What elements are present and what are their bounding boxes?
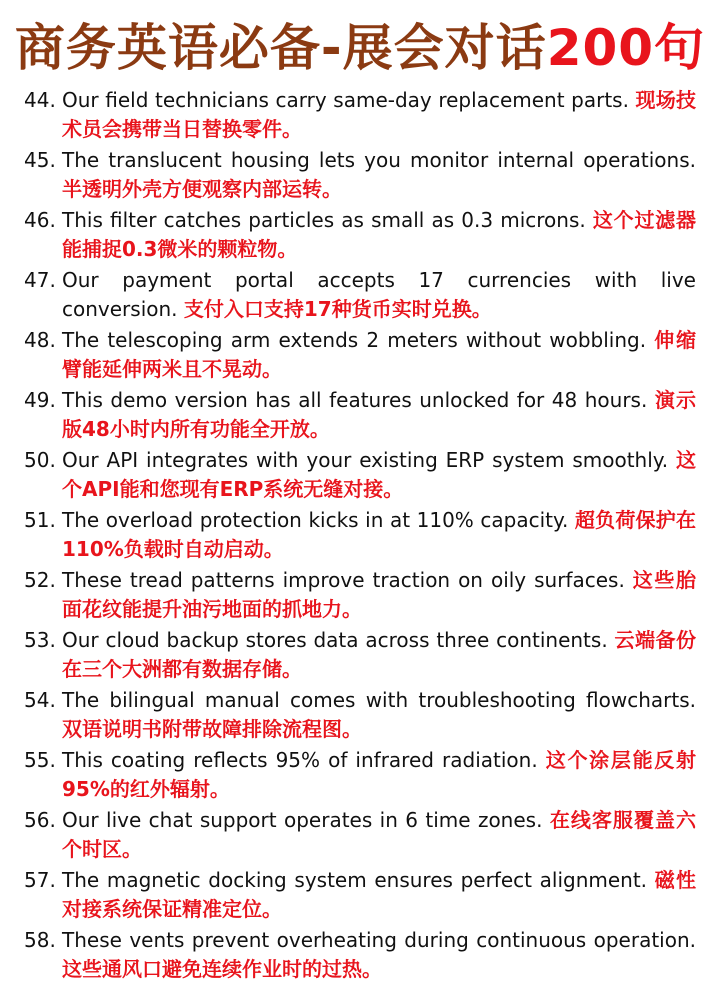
english-sentence: Our field technicians carry same-day replacement parts. (62, 88, 629, 112)
list-item (24, 326, 696, 384)
english-sentence: This coating reflects 95% of infrared radiation. (62, 748, 538, 772)
chinese-translation: 演示版48小时内所有功能全开放。 (62, 388, 697, 441)
item-number: 46. (24, 208, 56, 232)
chinese-translation: 这个API能和您现有ERP系统无缝对接。 (62, 448, 696, 501)
phrase-list (24, 86, 696, 986)
item-number: 55. (24, 748, 56, 772)
list-item (24, 266, 696, 324)
item-number: 57. (24, 868, 56, 892)
item-text (62, 626, 696, 684)
item-text (62, 206, 696, 264)
english-sentence: This demo version has all features unlocked for 48 hours. (62, 388, 648, 412)
item-number: 45. (24, 148, 56, 172)
list-item (24, 626, 696, 684)
list-item (24, 566, 696, 624)
page-title-accent: 200句 (546, 19, 706, 77)
item-text (62, 746, 696, 804)
list-item (24, 146, 696, 204)
item-number: 53. (24, 628, 56, 652)
chinese-translation: 磁性对接系统保证精准定位。 (62, 868, 696, 921)
list-item (24, 866, 696, 924)
english-sentence: This filter catches particles as small as 0.3 microns. (62, 208, 586, 232)
item-text (62, 806, 696, 864)
item-number: 50. (24, 448, 56, 472)
item-number: 58. (24, 928, 56, 952)
english-sentence: Our payment portal accepts 17 currencies with live conversion. (62, 268, 696, 321)
list-item (24, 86, 696, 144)
list-item (24, 926, 696, 984)
page-title-main: 商务英语必备-展会对话 (14, 19, 547, 77)
list-item (24, 206, 696, 264)
english-sentence: The telescoping arm extends 2 meters without wobbling. (62, 328, 647, 352)
item-number: 51. (24, 508, 56, 532)
list-item (24, 806, 696, 864)
item-number: 44. (24, 88, 56, 112)
item-text (62, 566, 696, 624)
item-text (62, 266, 696, 324)
english-sentence: Our live chat support operates in 6 time zones. (62, 808, 543, 832)
chinese-translation: 双语说明书附带故障排除流程图。 (62, 717, 362, 741)
item-number: 52. (24, 568, 56, 592)
list-item (24, 686, 696, 744)
item-text (62, 926, 696, 984)
english-sentence: Our cloud backup stores data across three continents. (62, 628, 608, 652)
chinese-translation: 这些通风口避免连续作业时的过热。 (62, 957, 382, 981)
item-text (62, 86, 696, 144)
item-number: 54. (24, 688, 56, 712)
list-item (24, 386, 696, 444)
chinese-translation: 这个涂层能反射95%的红外辐射。 (62, 748, 697, 801)
chinese-translation: 伸缩臂能延伸两米且不晃动。 (62, 328, 696, 381)
chinese-translation: 这些胎面花纹能提升油污地面的抓地力。 (62, 568, 697, 621)
item-text (62, 146, 696, 204)
chinese-translation: 这个过滤器能捕捉0.3微米的颗粒物。 (62, 208, 697, 261)
english-sentence: The bilingual manual comes with troubleshooting flowcharts. (62, 688, 696, 712)
english-sentence: Our API integrates with your existing ERP system smoothly. (62, 448, 669, 472)
chinese-translation: 现场技术员会携带当日替换零件。 (62, 88, 696, 141)
english-sentence: The magnetic docking system ensures perfect alignment. (62, 868, 648, 892)
item-text (62, 386, 696, 444)
item-text (62, 866, 696, 924)
item-text (62, 326, 696, 384)
list-item (24, 446, 696, 504)
item-number: 48. (24, 328, 56, 352)
english-sentence: The translucent housing lets you monitor internal operations. (62, 148, 696, 172)
item-text (62, 506, 696, 564)
chinese-translation: 超负荷保护在110%负载时自动启动。 (62, 508, 696, 561)
list-item (24, 746, 696, 804)
english-sentence: These tread patterns improve traction on oily surfaces. (62, 568, 625, 592)
chinese-translation: 云端备份在三个大洲都有数据存储。 (62, 628, 697, 681)
english-sentence: These vents prevent overheating during continuous operation. (62, 928, 696, 952)
chinese-translation: 在线客服覆盖六个时区。 (62, 808, 697, 861)
list-item (24, 506, 696, 564)
item-number: 49. (24, 388, 56, 412)
chinese-translation: 支付入口支持17种货币实时兑换。 (183, 297, 492, 321)
item-text (62, 686, 696, 744)
item-number: 47. (24, 268, 56, 292)
item-number: 56. (24, 808, 56, 832)
english-sentence: The overload protection kicks in at 110% capacity. (62, 508, 569, 532)
item-text (62, 446, 696, 504)
chinese-translation: 半透明外壳方便观察内部运转。 (62, 177, 342, 201)
page-title (0, 10, 720, 86)
